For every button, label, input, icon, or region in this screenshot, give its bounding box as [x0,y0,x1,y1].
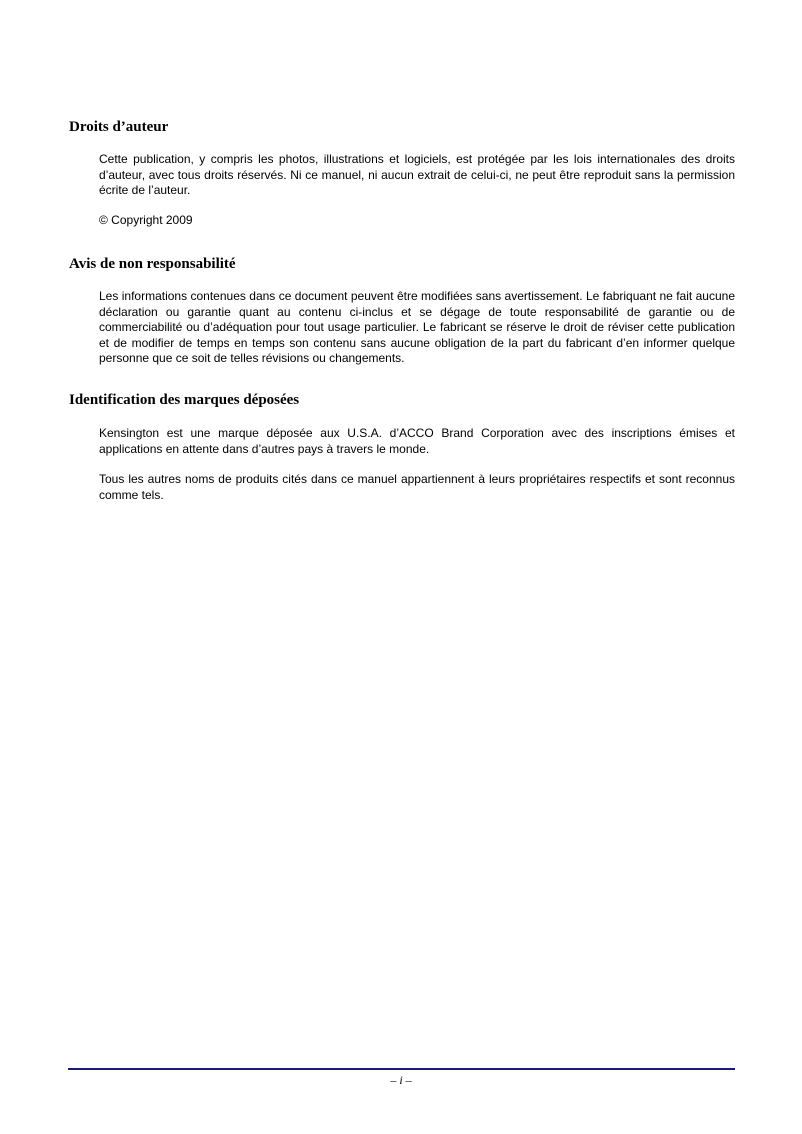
section-disclaimer [69,255,735,367]
page-number: – i – [390,1073,412,1087]
trademark-paragraph-kensington: Kensington est une marque déposée aux U.S.A. d’ACCO Brand Corporation avec des inscriptions émises et applications en attente dans d’autres pays à travers le monde. [99,426,735,456]
section-trademarks [69,391,735,503]
section-title-copyright: Droits d’auteur [69,119,169,135]
section-title-trademarks: Identification des marques déposées [69,392,300,408]
copyright-paragraph: Cette publication, y compris les photos, illustrations et logiciels, est protégée par les lois internationales des droits d’auteur, avec tous droits réservés. Ni ce manuel, ni aucun extrait de celui-ci, ne peut être reproduit sans la permission écrite de l’auteur. [99,152,735,197]
trademark-paragraph-others: Tous les autres noms de produits cités dans ce manuel appartiennent à leurs propriétaires respectifs et sont reconnus comme tels. [99,472,735,502]
disclaimer-paragraph: Les informations contenues dans ce document peuvent être modifiées sans avertissement. Le fabriquant ne fait aucune déclaration ou garantie quant au contenu ci-inclus et se dégage de toute responsabilité de garantie ou de commerciabilité ou d’adéquation pour tout usage particulier. Le fabricant se réserve le droit de réviser cette publication et de modifier de temps en temps son contenu sans aucune obligation de la part du fabricant d’en informer quelque personne que ce soit de telles révisions ou changements. [99,289,735,365]
section-copyright [69,118,735,228]
footer-rule [68,1068,735,1070]
copyright-notice: © Copyright 2009 [99,212,193,227]
section-title-disclaimer: Avis de non responsabilité [69,256,236,272]
